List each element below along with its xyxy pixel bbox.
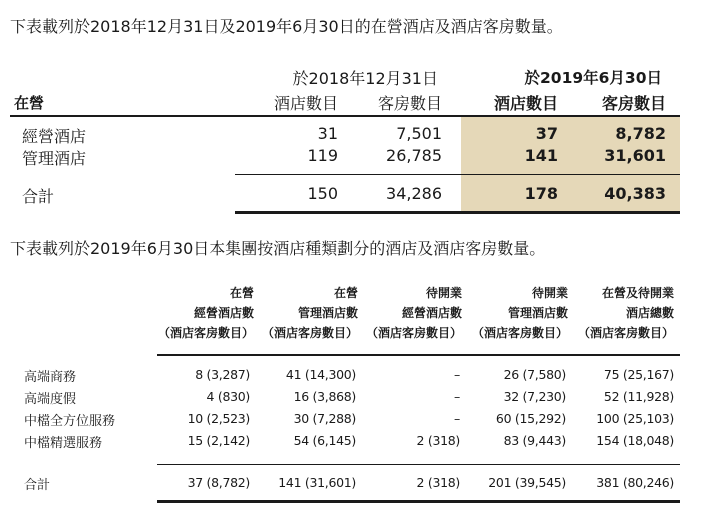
cell-2019-rooms: 31,601 (604, 146, 666, 165)
total-label: 合計 (22, 187, 55, 206)
cell: 8 (3,287) (195, 367, 250, 382)
cell-2018-rooms: 26,785 (386, 146, 442, 165)
row-label: 經營酒店 (22, 127, 87, 146)
total-cell: 381 (80,246) (596, 475, 674, 490)
cell: 41 (14,300) (285, 367, 356, 382)
col-header-line3: （酒店客房數目） (365, 326, 462, 340)
col-header-2018-rooms: 客房數目 (377, 94, 442, 113)
col-header-line2: 管理酒店數 (507, 306, 568, 320)
total-2019-hotels: 178 (524, 184, 558, 203)
col-header-line3: （酒店客房數目） (577, 326, 674, 340)
col-header-line3: （酒店客房數目） (261, 326, 358, 340)
cell: 26 (7,580) (503, 367, 566, 382)
col-header-line3: （酒店客房數目） (157, 326, 254, 340)
col-header-2019-hotels: 酒店數目 (493, 94, 558, 113)
intro-text-1: 下表載列於2018年12月31日及2019年6月30日的在營酒店及酒店客房數量。 (10, 17, 563, 36)
col-header-2 (256, 283, 358, 343)
cell: 154 (18,048) (596, 433, 674, 448)
header-rule (10, 115, 680, 117)
col-header-line1: 在營 (333, 286, 358, 300)
row-label: 高端度假 (24, 392, 77, 407)
total-cell: 37 (8,782) (187, 475, 250, 490)
col-header-line2: 酒店總數 (625, 306, 674, 320)
cell: 75 (25,167) (603, 367, 674, 382)
cell-2018-hotels: 31 (317, 124, 338, 143)
col-header-1 (150, 283, 254, 343)
cell: 60 (15,292) (495, 411, 566, 426)
header-rule (157, 354, 680, 356)
total-label: 合計 (24, 478, 51, 493)
col-header-line2: 經營酒店數 (401, 306, 462, 320)
total-rule (235, 211, 680, 214)
col-header-line1: 待開業 (425, 286, 462, 300)
col-header-line1: 待開業 (531, 286, 568, 300)
total-cell: 141 (31,601) (278, 475, 356, 490)
group-header-2018: 於2018年12月31日 (292, 69, 438, 88)
row-header: 在營 (14, 94, 45, 112)
intro-text-2: 下表載列於2019年6月30日本集團按酒店種類劃分的酒店及酒店客房數量。 (10, 239, 546, 258)
cell: 16 (3,868) (293, 389, 356, 404)
total-cell: 2 (318) (416, 475, 460, 490)
cell-2018-hotels: 119 (307, 146, 338, 165)
cell: 4 (830) (206, 389, 250, 404)
total-2018-hotels: 150 (307, 184, 338, 203)
cell: 15 (2,142) (187, 433, 250, 448)
total-2018-rooms: 34,286 (386, 184, 442, 203)
total-2019-rooms: 40,383 (604, 184, 666, 203)
cell: 83 (9,443) (503, 433, 566, 448)
cell: 2 (318) (416, 433, 460, 448)
col-header-4 (464, 283, 568, 343)
col-header-2019-rooms: 客房數目 (601, 94, 666, 113)
col-header-line1: 在營及待開業 (601, 286, 674, 300)
subtotal-rule (157, 464, 680, 465)
cell: 100 (25,103) (596, 411, 674, 426)
row-label: 中檔精選服務 (24, 436, 103, 451)
total-cell: 201 (39,545) (488, 475, 566, 490)
col-header-line2: 經營酒店數 (193, 306, 254, 320)
subtotal-rule (235, 174, 680, 175)
col-header-line1: 在營 (229, 286, 254, 300)
cell-2019-rooms: 8,782 (615, 124, 666, 143)
cell: – (454, 367, 460, 382)
row-label: 管理酒店 (22, 149, 87, 168)
cell: – (454, 411, 460, 426)
cell: 10 (2,523) (187, 411, 250, 426)
cell-2019-hotels: 141 (524, 146, 558, 165)
total-rule (157, 500, 680, 503)
col-header-5 (570, 283, 674, 343)
col-header-line2: 管理酒店數 (297, 306, 358, 320)
group-header-2019: 於2019年6月30日 (524, 69, 662, 87)
col-header-3 (360, 283, 462, 343)
row-label: 中檔全方位服務 (24, 414, 116, 429)
col-header-line3: （酒店客房數目） (471, 326, 568, 340)
cell: – (454, 389, 460, 404)
col-header-2018-hotels: 酒店數目 (273, 94, 338, 113)
row-label: 高端商務 (24, 370, 77, 385)
cell: 30 (7,288) (293, 411, 356, 426)
cell: 54 (6,145) (293, 433, 356, 448)
cell-2018-rooms: 7,501 (396, 124, 442, 143)
cell-2019-hotels: 37 (535, 124, 558, 143)
cell: 52 (11,928) (603, 389, 674, 404)
cell: 32 (7,230) (503, 389, 566, 404)
